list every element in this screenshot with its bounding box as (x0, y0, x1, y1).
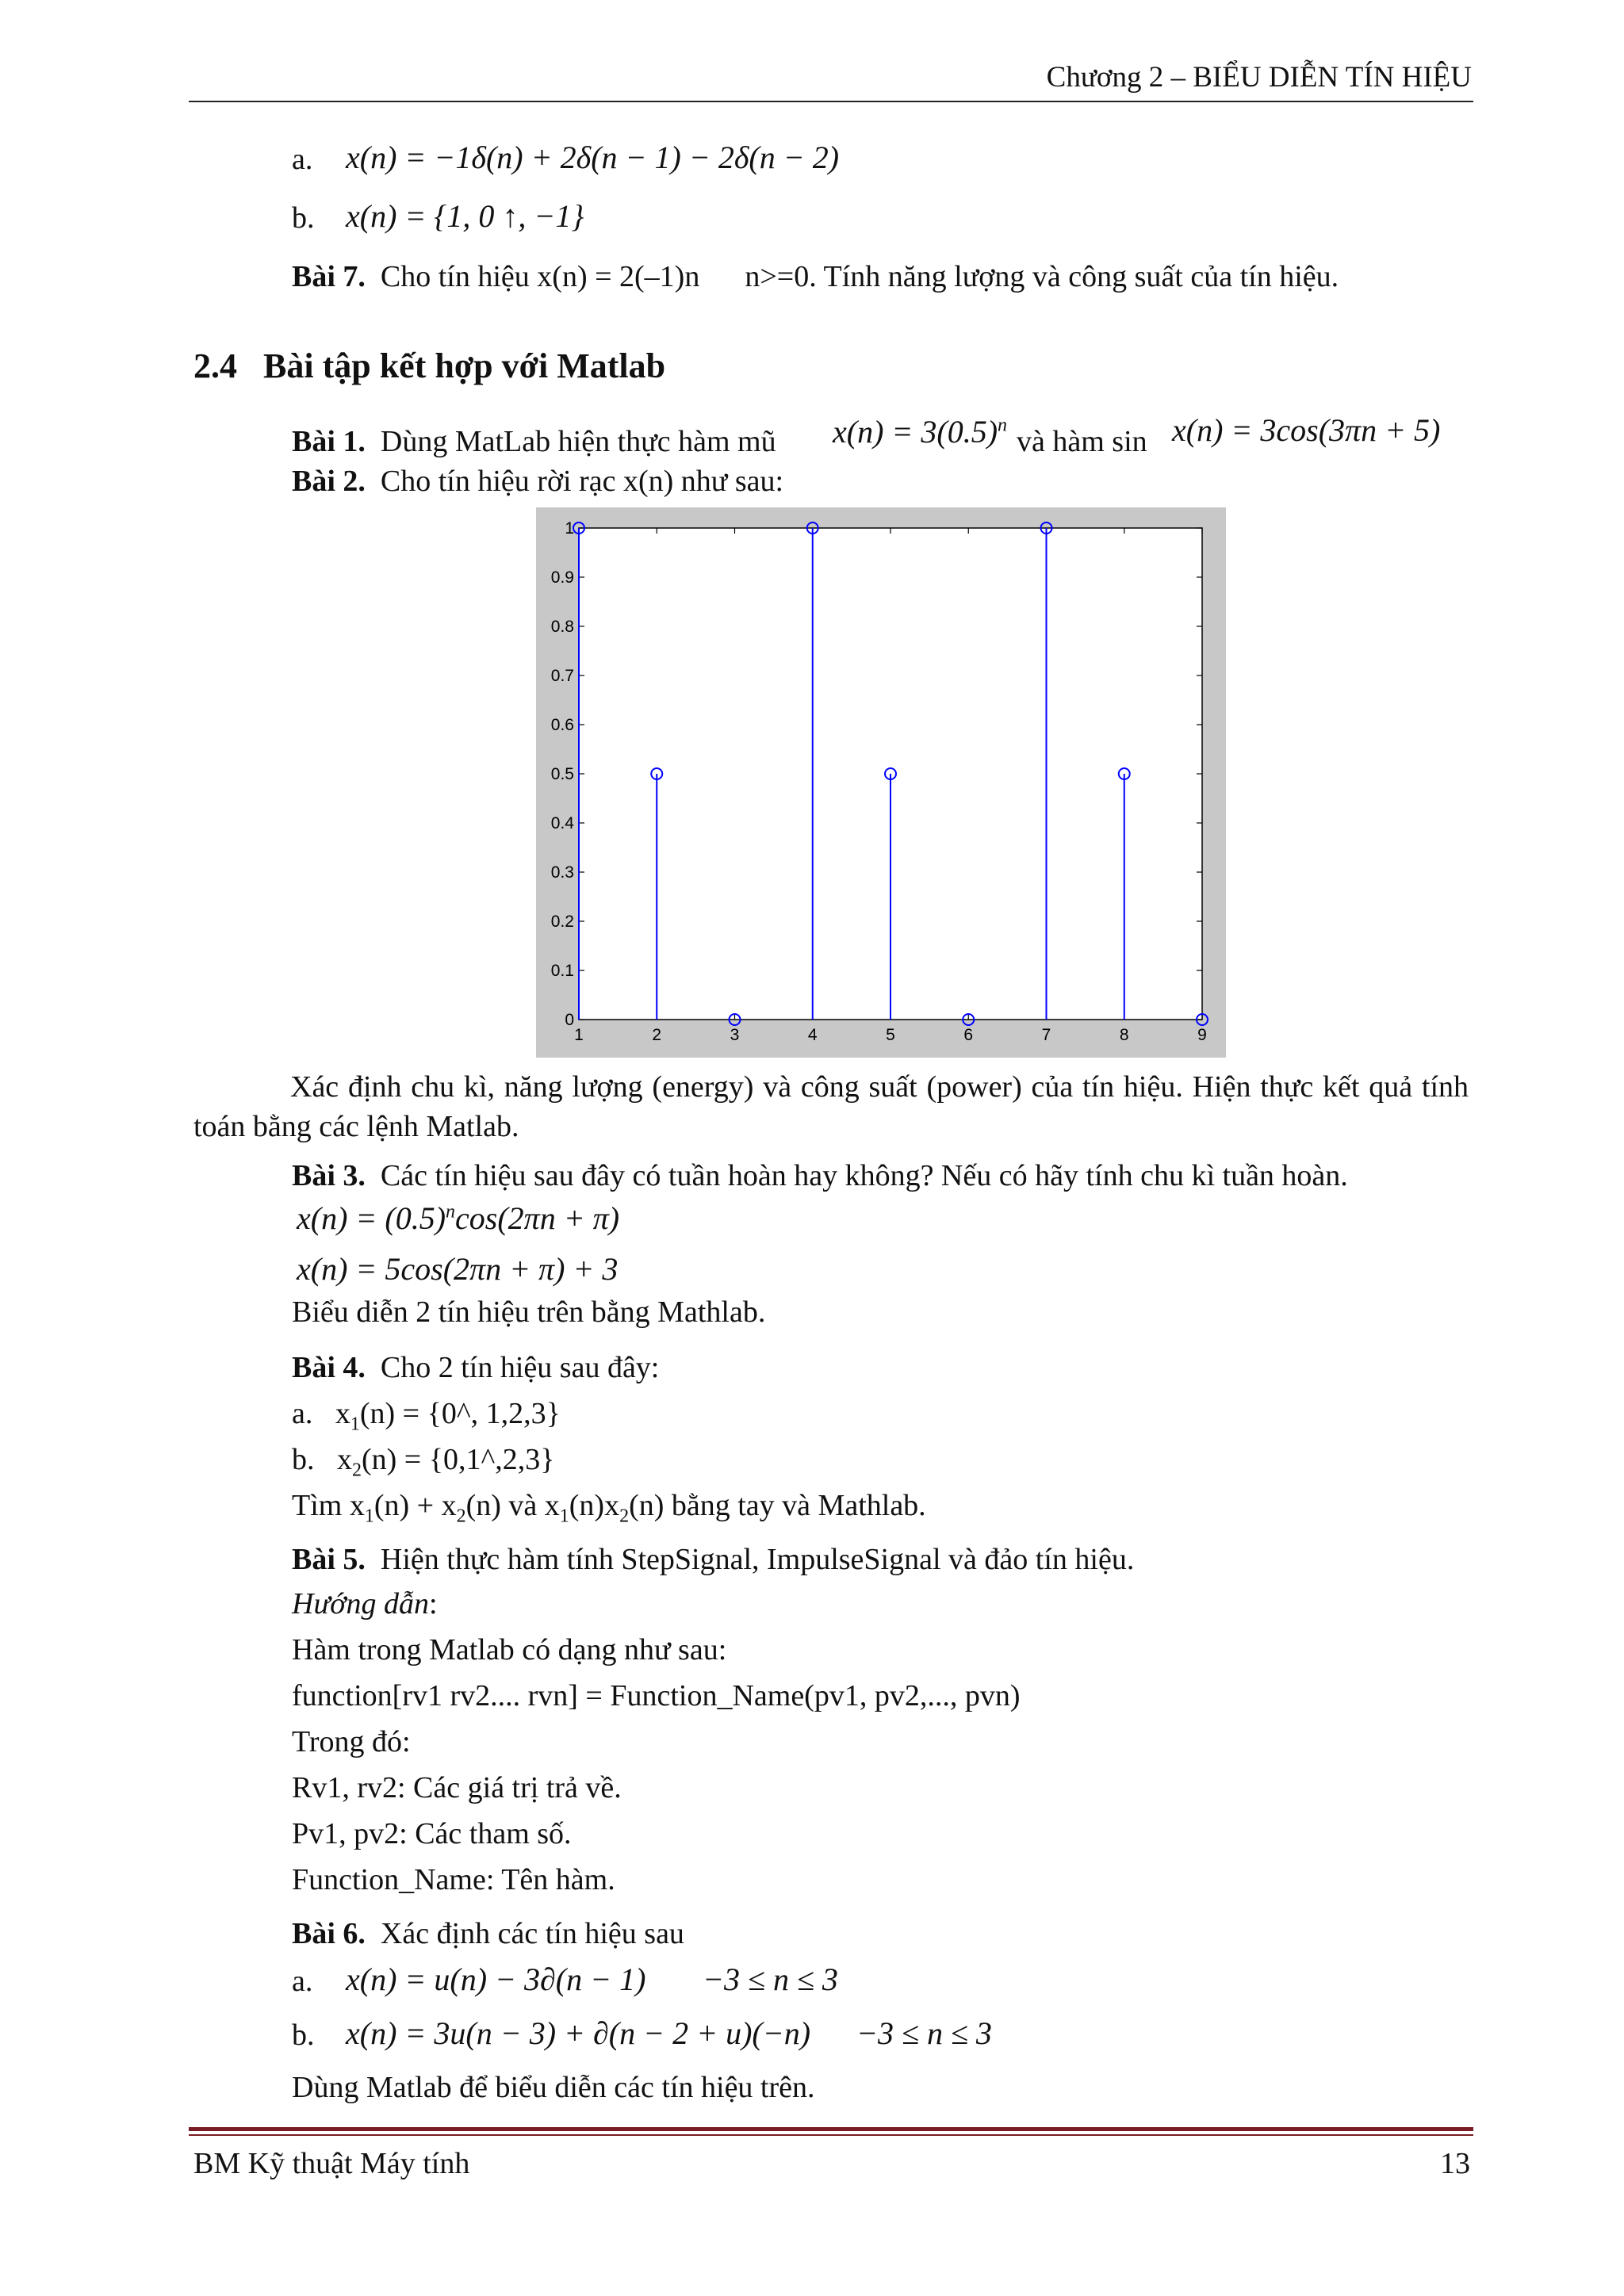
x-tick-label: 9 (1197, 1026, 1207, 1044)
exercise-5-guide (292, 1586, 438, 1622)
y-tick-label: 0.2 (550, 913, 574, 931)
stem-plot (536, 507, 1226, 1058)
exercise-7-label: Bài 7. (292, 260, 366, 293)
y-tick-label: 0.5 (550, 765, 574, 783)
x-tick-label: 4 (807, 1026, 818, 1044)
guide-colon: : (428, 1587, 438, 1621)
y-tick-label: 1 (565, 519, 574, 538)
task-sub-4: 2 (619, 1506, 630, 1527)
exercise-3-expression-2: x(n) = 5cos(2πn + π) + 3 (297, 1251, 619, 1287)
x-tick-label: 7 (1041, 1026, 1051, 1044)
task-part-1: Tìm x (292, 1489, 365, 1522)
task-part-4: (n)x (569, 1489, 620, 1522)
exercise-7-text: Cho tín hiệu x(n) = 2(–1)n n>=0. Tính năng lượng và công suất của tín hiệu. (380, 260, 1339, 293)
exp-function-expr: x(n) = 3(0.5) (833, 414, 998, 450)
task-sub-1: 1 (364, 1506, 374, 1527)
exercise-1-text: Dùng MatLab hiện thực hàm mũ (380, 425, 776, 458)
exercise-3-note: Biểu diễn 2 tín hiệu trên bằng Mathlab. (292, 1295, 766, 1329)
item-b-label: b. (292, 201, 315, 235)
exercise-1-label: Bài 1. (292, 425, 366, 458)
section-number: 2.4 (193, 346, 237, 385)
exercise-1 (292, 423, 776, 460)
exercise-4-a-post: (n) = {0^, 1,2,3} (359, 1397, 561, 1430)
y-tick-label: 0.9 (550, 568, 574, 587)
exercise-4-item-a (292, 1395, 561, 1435)
exp-function-sup: n (998, 415, 1008, 436)
exercise-4-item-b (292, 1441, 555, 1481)
exercise-6-b-label: b. (292, 2019, 315, 2052)
section-heading (193, 346, 665, 386)
exercise-6-a-label: a. (292, 1965, 313, 1998)
exercise-3-expr1-b: cos(2πn + π) (455, 1200, 620, 1236)
guide-line: Trong đó: (292, 1725, 411, 1758)
exercise-4-b-pre: x (337, 1443, 352, 1476)
guide-line: Function_Name: Tên hàm. (292, 1863, 615, 1896)
exercise-5-text: Hiện thực hàm tính StepSignal, ImpulseSignal và đảo tín hiệu. (380, 1543, 1135, 1576)
guide-line: Rv1, rv2: Các giá trị trả về. (292, 1771, 622, 1804)
exercise-4-b-sub: 2 (352, 1460, 362, 1481)
item-a-expression: x(n) = −1δ(n) + 2δ(n − 1) − 2δ(n − 2) (346, 140, 840, 175)
exercise-7 (292, 258, 1339, 295)
x-tick-label: 8 (1119, 1026, 1129, 1044)
footer-rule-thin (189, 2134, 1473, 2136)
exercise-3-label: Bài 3. (292, 1159, 366, 1192)
section-title: Bài tập kết hợp với Matlab (263, 346, 666, 385)
exercise-5 (292, 1541, 1134, 1578)
exercise-3-text: Các tín hiệu sau đây có tuần hoàn hay không? Nếu có hãy tính chu kì tuần hoàn. (380, 1159, 1348, 1192)
exercise-6 (292, 1915, 684, 1952)
task-part-5: (n) bằng tay và Mathlab. (629, 1489, 926, 1522)
exercise-4-a-pre: x (335, 1397, 350, 1430)
x-tick-label: 3 (730, 1026, 740, 1044)
footer-rule-thick (189, 2127, 1473, 2131)
exercise-6-a-expression: x(n) = u(n) − 3∂(n − 1) (346, 1961, 646, 1997)
y-tick-label: 0.6 (550, 716, 574, 734)
guide-line: function[rv1 rv2.... rvn] = Function_Name(pv1, pv2,..., pvn) (292, 1679, 1021, 1712)
guide-line: Pv1, pv2: Các tham số. (292, 1817, 572, 1850)
exercise-4-task (292, 1487, 926, 1527)
y-tick-label: 0.3 (550, 863, 574, 882)
x-tick-label: 5 (886, 1026, 895, 1044)
exercise-6-label: Bài 6. (292, 1917, 366, 1950)
task-sub-2: 2 (456, 1506, 466, 1527)
y-tick-label: 0.4 (550, 814, 574, 832)
footer-department: BM Kỹ thuật Máy tính (193, 2147, 470, 2180)
stem-plot-figure (536, 507, 1226, 1058)
header-rule (189, 101, 1473, 102)
exercise-2-label: Bài 2. (292, 465, 366, 498)
x-tick-label: 1 (574, 1026, 584, 1044)
y-tick-label: 0.8 (550, 618, 574, 636)
exercise-3-expr1-sup: n (446, 1201, 456, 1223)
exercise-3-expr1-a: x(n) = (0.5) (297, 1200, 446, 1236)
exercise-4-a-label: a. (292, 1397, 313, 1430)
exercise-2-paragraph (193, 1067, 1469, 1146)
task-sub-3: 1 (559, 1506, 569, 1527)
y-tick-label: 0.1 (550, 962, 574, 980)
exercise-6-b-expression: x(n) = 3u(n − 3) + ∂(n − 2 + u)(−n) (346, 2015, 811, 2051)
exercise-6-a-range: −3 ≤ n ≤ 3 (703, 1961, 838, 1997)
exercise-3 (292, 1158, 1348, 1194)
exercise-1-exp-function (833, 414, 1007, 450)
task-part-3: (n) và x (465, 1489, 560, 1522)
exercise-4-b-label: b. (292, 1443, 315, 1476)
exercise-2-paragraph-text: Xác định chu kì, năng lượng (energy) và công suất (power) của tín hiệu. Hiện thực kết quả tính toán bằng các lệnh Matlab. (193, 1070, 1469, 1143)
exercise-6-text: Xác định các tín hiệu sau (380, 1917, 684, 1950)
exercise-3-expression-1 (297, 1200, 619, 1237)
exercise-1-text-2: và hàm sin (1017, 425, 1147, 458)
exercise-4-label: Bài 4. (292, 1351, 366, 1384)
exercise-4-a-sub: 1 (350, 1414, 360, 1435)
exercise-4-text: Cho 2 tín hiệu sau đây: (380, 1351, 660, 1384)
item-b-expression: x(n) = {1, 0 ↑, −1} (346, 198, 584, 234)
x-tick-label: 2 (652, 1026, 662, 1044)
exercise-1-sin-function: x(n) = 3cos(3πn + 5) (1172, 412, 1441, 448)
task-part-2: (n) + x (373, 1489, 457, 1522)
y-tick-label: 0 (565, 1011, 574, 1029)
guide-label: Hướng dẫn (292, 1587, 429, 1621)
exercise-2-text: Cho tín hiệu rời rạc x(n) như sau: (380, 465, 784, 498)
page-number: 13 (1440, 2147, 1470, 2180)
guide-line: Hàm trong Matlab có dạng như sau: (292, 1633, 727, 1667)
exercise-6-b-range: −3 ≤ n ≤ 3 (856, 2015, 992, 2051)
exercise-6-note: Dùng Matlab để biểu diễn các tín hiệu trên. (292, 2071, 815, 2104)
exercise-2 (292, 463, 783, 499)
exercise-4 (292, 1349, 659, 1386)
item-a-label: a. (292, 143, 313, 176)
exercise-5-label: Bài 5. (292, 1543, 366, 1576)
y-tick-label: 0.7 (550, 667, 574, 685)
x-tick-label: 6 (963, 1026, 974, 1044)
exercise-4-b-post: (n) = {0,1^,2,3} (362, 1443, 555, 1476)
page-header: Chương 2 – BIỂU DIỄN TÍN HIỆU (1046, 61, 1472, 94)
